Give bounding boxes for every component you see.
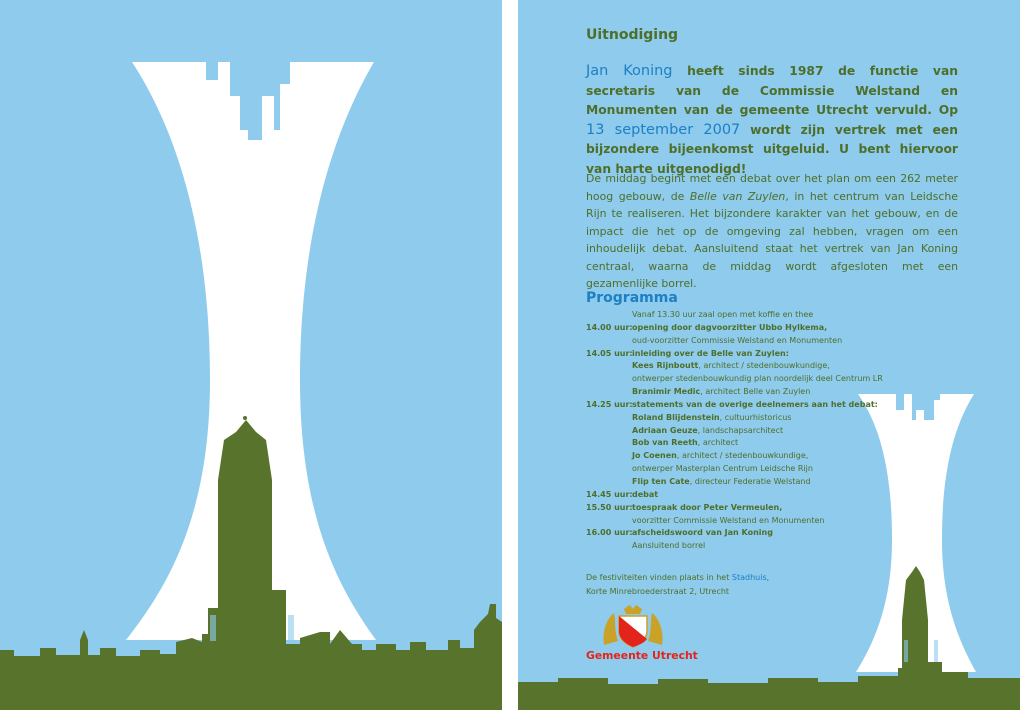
speaker-role: , landschapsarchitect <box>697 425 784 435</box>
speaker-name: Flip ten Cate <box>632 476 690 486</box>
programme-time: 14.45 uur: <box>586 489 633 499</box>
venue-line-suffix: , <box>766 573 770 582</box>
speaker-line <box>586 386 886 399</box>
programme-heading: Programma <box>586 290 678 306</box>
programme-item <box>586 527 886 540</box>
programme-time: 15.50 uur: <box>586 502 633 512</box>
venue-name: Stadhuis <box>731 573 767 582</box>
venue-info <box>586 571 769 599</box>
speaker-role: , architect <box>697 438 739 448</box>
speaker-extra: ontwerper Masterplan Centrum Leidsche Rijn <box>632 464 813 474</box>
invitation-heading: Uitnodiging <box>586 27 679 43</box>
programme-item <box>586 399 886 412</box>
speaker-extra: ontwerper stedenbouwkundig plan noordelijk deel Centrum LR <box>632 374 883 384</box>
body-text-part2: , in het centrum van Leidsche Rijn te realiseren. Het bijzondere karakter van het gebouw, en de impact die het op de omgeving zal hebben, vragen om een inhoudelijk debat. Aansluitend staat het vertrek van Jan Koning centraal, waarna de middag wordt afgesloten met een gezamenlijke borrel. <box>586 189 958 290</box>
programme-desc: toespraak door Peter Vermeulen, <box>632 502 783 512</box>
programme-time: 14.25 uur: <box>586 399 633 409</box>
invitation-page <box>518 0 1020 710</box>
programme-subline: oud-voorzitter Commissie Welstand en Monumenten <box>632 335 843 345</box>
speaker-role: , cultuurhistoricus <box>719 412 792 422</box>
speaker-name: Jo Coenen <box>632 451 677 461</box>
speaker-line <box>586 412 886 425</box>
intro-text-part2: wordt zijn vertrek met een bijzondere bijeenkomst uitgeluid. U bent hiervoor van harte uitgenodigd! <box>586 122 958 176</box>
honoree-name: Jan Koning <box>586 63 673 79</box>
tower-skyline-illustration <box>0 0 502 710</box>
speaker-role: , architect / stedenbouwkundige, <box>676 451 809 461</box>
programme-list <box>586 309 886 553</box>
speaker-name: Kees Rijnboutt <box>632 361 699 371</box>
building-name: Belle van Zuylen <box>689 189 786 203</box>
speaker-name: Roland Blijdenstein <box>632 412 720 422</box>
gemeente-utrecht-logo <box>586 605 698 665</box>
logo-text: Gemeente Utrecht <box>586 649 698 662</box>
body-text-part1: De middag begint met een debat over het plan om een 262 meter hoog gebouw, de <box>586 172 958 203</box>
programme-subline: Aansluitend borrel <box>632 541 706 551</box>
cover-page <box>0 0 502 710</box>
programme-item <box>586 322 886 335</box>
speaker-line <box>586 437 886 450</box>
skyline-ground <box>0 420 502 710</box>
venue-address: Korte Minrebroederstraat 2, Utrecht <box>586 587 730 596</box>
programme-time: 14.00 uur: <box>586 322 633 332</box>
speaker-line <box>586 450 886 463</box>
speaker-line <box>586 425 886 438</box>
utrecht-coat-of-arms-icon <box>600 605 666 649</box>
invitation-intro <box>586 62 958 179</box>
programme-opening: Vanaf 13.30 uur zaal open met koffie en thee <box>632 310 814 319</box>
invitation-body <box>586 170 958 293</box>
speaker-line <box>586 360 886 373</box>
speaker-role: , directeur Federatie Welstand <box>689 476 811 486</box>
speaker-name: Branimir Medic <box>632 387 701 397</box>
programme-desc: debat <box>632 489 659 499</box>
programme-desc: inleiding over de Belle van Zuylen: <box>632 348 789 358</box>
venue-line-prefix: De festiviteiten vinden plaats in het <box>586 573 732 582</box>
programme-time: 16.00 uur: <box>586 528 633 538</box>
event-date: 13 september 2007 <box>586 121 741 138</box>
programme-time: 14.05 uur: <box>586 348 633 358</box>
speaker-name: Adriaan Geuze <box>632 425 698 435</box>
programme-subline: voorzitter Commissie Welstand en Monumenten <box>632 515 825 525</box>
programme-item <box>586 348 886 361</box>
programme-desc: opening door dagvoorzitter Ubbo Hylkema, <box>632 322 828 332</box>
intro-text-part1: heeft sinds 1987 de functie van secretaris van de Commissie Welstand en Monumenten van de gemeente Utrecht vervuld. Op <box>586 64 958 117</box>
speaker-role: , architect / stedenbouwkundige, <box>698 361 830 371</box>
programme-item <box>586 489 886 502</box>
programme-desc: afscheidswoord van Jan Koning <box>632 528 773 538</box>
programme-desc: statements van de overige deelnemers aan het debat: <box>632 399 878 409</box>
speaker-role: , architect Belle van Zuylen <box>700 387 811 397</box>
programme-item <box>586 502 886 515</box>
speaker-name: Bob van Reeth <box>632 438 698 448</box>
speaker-line <box>586 476 886 489</box>
